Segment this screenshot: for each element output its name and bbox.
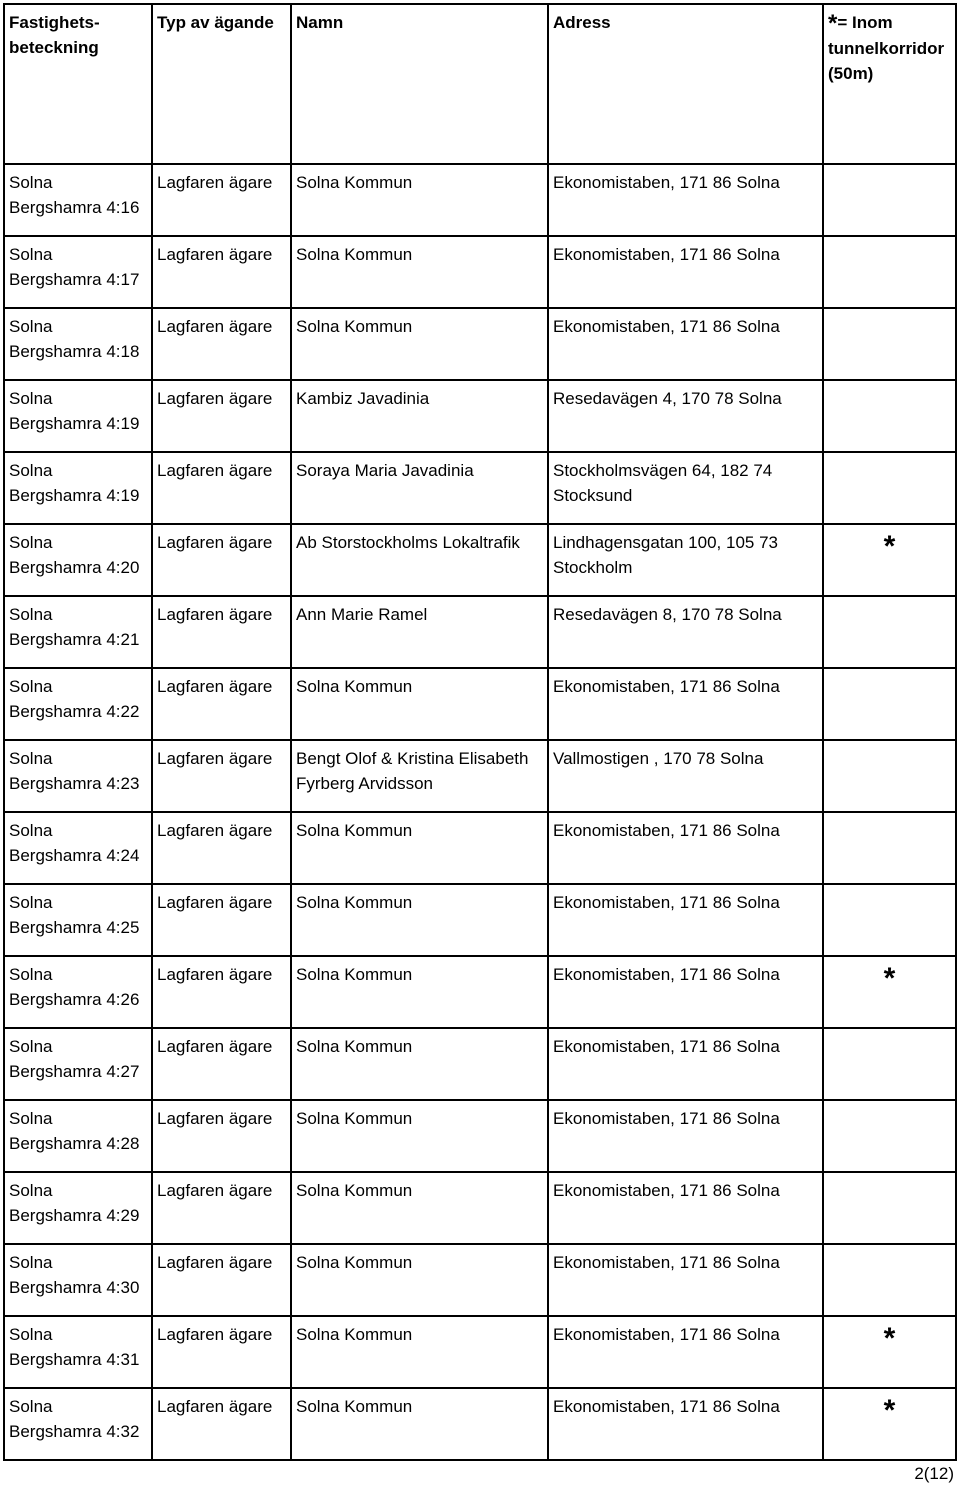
- table-row: [4, 1316, 956, 1388]
- ownership-text: Lagfaren ägare: [157, 605, 273, 624]
- property-text: Bergshamra 4:30: [9, 1278, 140, 1297]
- ownership-type-cell: [152, 668, 291, 740]
- address-text: Ekonomistaben, 171 86 Solna: [553, 245, 780, 264]
- header-col1-line1: Fastighets-: [9, 13, 100, 32]
- municipality-text: Solna: [9, 533, 53, 552]
- property-designation-cell: [4, 884, 152, 956]
- header-col5-text1: = Inom: [837, 13, 893, 32]
- header-name: Namn: [291, 4, 548, 164]
- table-row: [4, 452, 956, 524]
- ownership-type-cell: [152, 884, 291, 956]
- owner-name-text: Solna Kommun: [296, 965, 413, 984]
- property-text: Bergshamra 4:19: [9, 486, 140, 505]
- property-designation-cell: [4, 164, 152, 236]
- property-designation-cell: [4, 668, 152, 740]
- owner-name-text: Solna Kommun: [296, 1109, 413, 1128]
- address-cell: [548, 1316, 823, 1388]
- ownership-text: Lagfaren ägare: [157, 1253, 273, 1272]
- municipality-text: Solna: [9, 173, 53, 192]
- property-text: Bergshamra 4:25: [9, 918, 140, 937]
- address-cell: [548, 596, 823, 668]
- owner-name-cell: [291, 164, 548, 236]
- ownership-type-cell: [152, 380, 291, 452]
- address-cell: [548, 1244, 823, 1316]
- ownership-type-cell: [152, 1388, 291, 1460]
- header-ownership-type: Typ av ägande: [152, 4, 291, 164]
- header-col1-line2: beteckning: [9, 38, 99, 57]
- table-body: [4, 164, 956, 1460]
- address-cell: [548, 308, 823, 380]
- address-text: Ekonomistaben, 171 86 Solna: [553, 821, 780, 840]
- address-text: Vallmostigen , 170 78 Solna: [553, 749, 764, 768]
- tunnel-corridor-cell: [823, 380, 956, 452]
- owner-name-cell: [291, 812, 548, 884]
- owner-name-cell: [291, 524, 548, 596]
- address-cell: [548, 164, 823, 236]
- property-text: Bergshamra 4:23: [9, 774, 140, 793]
- ownership-text: Lagfaren ägare: [157, 533, 273, 552]
- ownership-type-cell: [152, 524, 291, 596]
- ownership-text: Lagfaren ägare: [157, 1397, 273, 1416]
- address-text: Ekonomistaben, 171 86 Solna: [553, 173, 780, 192]
- tunnel-corridor-marker: *: [883, 1322, 896, 1355]
- owner-name-text: Ab Storstockholms Lokaltrafik: [296, 533, 520, 552]
- ownership-type-cell: [152, 740, 291, 812]
- property-designation-cell: [4, 1028, 152, 1100]
- address-text: Resedavägen 4, 170 78 Solna: [553, 389, 782, 408]
- address-cell: [548, 1388, 823, 1460]
- municipality-text: Solna: [9, 1037, 53, 1056]
- municipality-text: Solna: [9, 389, 53, 408]
- address-text: Ekonomistaben, 171 86 Solna: [553, 965, 780, 984]
- address-cell: [548, 812, 823, 884]
- owner-name-text: Solna Kommun: [296, 317, 413, 336]
- owner-name-text-cont: Fyrberg Arvidsson: [296, 774, 433, 793]
- ownership-type-cell: [152, 1028, 291, 1100]
- ownership-type-cell: [152, 1172, 291, 1244]
- tunnel-corridor-cell: [823, 596, 956, 668]
- address-text: Ekonomistaben, 171 86 Solna: [553, 1397, 780, 1416]
- address-text: Stockholmsvägen 64, 182 74: [553, 461, 773, 480]
- address-text: Resedavägen 8, 170 78 Solna: [553, 605, 782, 624]
- address-cell: [548, 380, 823, 452]
- ownership-text: Lagfaren ägare: [157, 1109, 273, 1128]
- address-cell: [548, 668, 823, 740]
- tunnel-corridor-cell: [823, 812, 956, 884]
- ownership-text: Lagfaren ägare: [157, 1037, 273, 1056]
- tunnel-corridor-cell: [823, 884, 956, 956]
- address-cell: [548, 1172, 823, 1244]
- owner-name-text: Solna Kommun: [296, 893, 413, 912]
- owner-name-cell: [291, 308, 548, 380]
- ownership-text: Lagfaren ägare: [157, 749, 273, 768]
- property-text: Bergshamra 4:21: [9, 630, 140, 649]
- ownership-text: Lagfaren ägare: [157, 245, 273, 264]
- tunnel-corridor-cell: [823, 1388, 956, 1460]
- address-text: Ekonomistaben, 171 86 Solna: [553, 1037, 780, 1056]
- property-designation-cell: [4, 380, 152, 452]
- owner-name-text: Solna Kommun: [296, 173, 413, 192]
- ownership-text: Lagfaren ägare: [157, 893, 273, 912]
- owner-name-text: Soraya Maria Javadinia: [296, 461, 474, 480]
- address-text: Ekonomistaben, 171 86 Solna: [553, 677, 780, 696]
- table-row: [4, 956, 956, 1028]
- table-row: [4, 1100, 956, 1172]
- owner-name-text: Solna Kommun: [296, 1181, 413, 1200]
- property-text: Bergshamra 4:31: [9, 1350, 140, 1369]
- owner-name-text: Solna Kommun: [296, 1397, 413, 1416]
- ownership-text: Lagfaren ägare: [157, 821, 273, 840]
- ownership-type-cell: [152, 1316, 291, 1388]
- property-designation-cell: [4, 1244, 152, 1316]
- ownership-text: Lagfaren ägare: [157, 965, 273, 984]
- municipality-text: Solna: [9, 245, 53, 264]
- table-row: [4, 740, 956, 812]
- owner-name-text: Solna Kommun: [296, 245, 413, 264]
- property-text: Bergshamra 4:22: [9, 702, 140, 721]
- tunnel-corridor-cell: [823, 956, 956, 1028]
- property-designation-cell: [4, 596, 152, 668]
- table-row: [4, 1028, 956, 1100]
- tunnel-corridor-cell: [823, 668, 956, 740]
- address-text: Ekonomistaben, 171 86 Solna: [553, 893, 780, 912]
- ownership-type-cell: [152, 308, 291, 380]
- municipality-text: Solna: [9, 749, 53, 768]
- address-text: Ekonomistaben, 171 86 Solna: [553, 317, 780, 336]
- owner-name-cell: [291, 1388, 548, 1460]
- property-designation-cell: [4, 236, 152, 308]
- table-row: [4, 884, 956, 956]
- ownership-type-cell: [152, 956, 291, 1028]
- owner-name-text: Solna Kommun: [296, 1253, 413, 1272]
- ownership-type-cell: [152, 1244, 291, 1316]
- address-cell: [548, 740, 823, 812]
- municipality-text: Solna: [9, 1325, 53, 1344]
- municipality-text: Solna: [9, 821, 53, 840]
- property-designation-cell: [4, 452, 152, 524]
- owner-name-cell: [291, 1244, 548, 1316]
- tunnel-corridor-marker: *: [883, 530, 896, 563]
- owner-name-cell: [291, 956, 548, 1028]
- owner-name-text: Bengt Olof & Kristina Elisabeth: [296, 749, 529, 768]
- address-cell: [548, 956, 823, 1028]
- address-cell: [548, 236, 823, 308]
- table-row: [4, 596, 956, 668]
- tunnel-corridor-cell: [823, 164, 956, 236]
- table-header-row: [4, 4, 956, 164]
- property-designation-cell: [4, 1316, 152, 1388]
- ownership-text: Lagfaren ägare: [157, 389, 273, 408]
- municipality-text: Solna: [9, 461, 53, 480]
- header-property-designation: [4, 4, 152, 164]
- owner-name-cell: [291, 1028, 548, 1100]
- property-text: Bergshamra 4:16: [9, 198, 140, 217]
- page-number: 2(12): [914, 1464, 954, 1483]
- ownership-type-cell: [152, 164, 291, 236]
- owner-name-cell: [291, 1100, 548, 1172]
- table-row: [4, 812, 956, 884]
- owner-name-text: Solna Kommun: [296, 821, 413, 840]
- tunnel-corridor-cell: [823, 1172, 956, 1244]
- asterisk-symbol: *: [828, 10, 838, 37]
- address-text: Ekonomistaben, 171 86 Solna: [553, 1325, 780, 1344]
- tunnel-corridor-cell: [823, 740, 956, 812]
- property-text: Bergshamra 4:26: [9, 990, 140, 1009]
- address-cell: [548, 1028, 823, 1100]
- municipality-text: Solna: [9, 677, 53, 696]
- tunnel-corridor-cell: [823, 1028, 956, 1100]
- address-text: Lindhagensgatan 100, 105 73: [553, 533, 778, 552]
- property-text: Bergshamra 4:28: [9, 1134, 140, 1153]
- table-row: [4, 308, 956, 380]
- owner-name-cell: [291, 380, 548, 452]
- address-cell: [548, 884, 823, 956]
- municipality-text: Solna: [9, 317, 53, 336]
- property-designation-cell: [4, 956, 152, 1028]
- table-row: [4, 236, 956, 308]
- table-row: [4, 380, 956, 452]
- ownership-type-cell: [152, 452, 291, 524]
- ownership-text: Lagfaren ägare: [157, 677, 273, 696]
- header-address: Adress: [548, 4, 823, 164]
- property-text: Bergshamra 4:29: [9, 1206, 140, 1225]
- ownership-type-cell: [152, 1100, 291, 1172]
- address-text-cont: Stocksund: [553, 486, 633, 505]
- tunnel-corridor-cell: [823, 1244, 956, 1316]
- property-text: Bergshamra 4:32: [9, 1422, 140, 1441]
- ownership-text: Lagfaren ägare: [157, 1325, 273, 1344]
- ownership-text: Lagfaren ägare: [157, 173, 273, 192]
- property-designation-cell: [4, 1388, 152, 1460]
- municipality-text: Solna: [9, 605, 53, 624]
- tunnel-corridor-marker: *: [883, 1394, 896, 1427]
- property-text: Bergshamra 4:27: [9, 1062, 140, 1081]
- property-owner-table: [3, 3, 957, 1461]
- table-row: [4, 1244, 956, 1316]
- table-row: [4, 668, 956, 740]
- ownership-text: Lagfaren ägare: [157, 461, 273, 480]
- tunnel-corridor-cell: [823, 524, 956, 596]
- owner-name-text: Solna Kommun: [296, 1037, 413, 1056]
- property-text: Bergshamra 4:19: [9, 414, 140, 433]
- owner-name-cell: [291, 596, 548, 668]
- property-designation-cell: [4, 524, 152, 596]
- tunnel-corridor-cell: [823, 1100, 956, 1172]
- ownership-type-cell: [152, 812, 291, 884]
- address-text-cont: Stockholm: [553, 558, 633, 577]
- municipality-text: Solna: [9, 1397, 53, 1416]
- municipality-text: Solna: [9, 1109, 53, 1128]
- property-text: Bergshamra 4:20: [9, 558, 140, 577]
- address-text: Ekonomistaben, 171 86 Solna: [553, 1109, 780, 1128]
- owner-name-cell: [291, 668, 548, 740]
- tunnel-corridor-cell: [823, 308, 956, 380]
- address-cell: [548, 452, 823, 524]
- ownership-type-cell: [152, 236, 291, 308]
- address-cell: [548, 524, 823, 596]
- owner-name-cell: [291, 236, 548, 308]
- property-text: Bergshamra 4:24: [9, 846, 140, 865]
- header-tunnel-corridor: [823, 4, 956, 164]
- property-designation-cell: [4, 1172, 152, 1244]
- property-designation-cell: [4, 1100, 152, 1172]
- municipality-text: Solna: [9, 893, 53, 912]
- header-col5-line1: [828, 10, 951, 36]
- owner-name-text: Kambiz Javadinia: [296, 389, 430, 408]
- table-row: [4, 1172, 956, 1244]
- owner-name-cell: [291, 1172, 548, 1244]
- table-row: [4, 164, 956, 236]
- property-designation-cell: [4, 308, 152, 380]
- municipality-text: Solna: [9, 1253, 53, 1272]
- table-row: [4, 1388, 956, 1460]
- header-col5-line3: (50m): [828, 64, 874, 83]
- owner-name-cell: [291, 884, 548, 956]
- tunnel-corridor-cell: [823, 236, 956, 308]
- property-text: Bergshamra 4:18: [9, 342, 140, 361]
- owner-name-text: Solna Kommun: [296, 1325, 413, 1344]
- municipality-text: Solna: [9, 1181, 53, 1200]
- ownership-text: Lagfaren ägare: [157, 317, 273, 336]
- property-designation-cell: [4, 812, 152, 884]
- owner-name-text: Ann Marie Ramel: [296, 605, 428, 624]
- owner-name-cell: [291, 740, 548, 812]
- header-col5-line2: tunnelkorridor: [828, 39, 945, 58]
- ownership-text: Lagfaren ägare: [157, 1181, 273, 1200]
- address-cell: [548, 1100, 823, 1172]
- ownership-type-cell: [152, 596, 291, 668]
- tunnel-corridor-cell: [823, 452, 956, 524]
- tunnel-corridor-cell: [823, 1316, 956, 1388]
- owner-name-text: Solna Kommun: [296, 677, 413, 696]
- address-text: Ekonomistaben, 171 86 Solna: [553, 1253, 780, 1272]
- municipality-text: Solna: [9, 965, 53, 984]
- owner-name-cell: [291, 452, 548, 524]
- property-designation-cell: [4, 740, 152, 812]
- owner-name-cell: [291, 1316, 548, 1388]
- property-text: Bergshamra 4:17: [9, 270, 140, 289]
- address-text: Ekonomistaben, 171 86 Solna: [553, 1181, 780, 1200]
- tunnel-corridor-marker: *: [883, 962, 896, 995]
- table-row: [4, 524, 956, 596]
